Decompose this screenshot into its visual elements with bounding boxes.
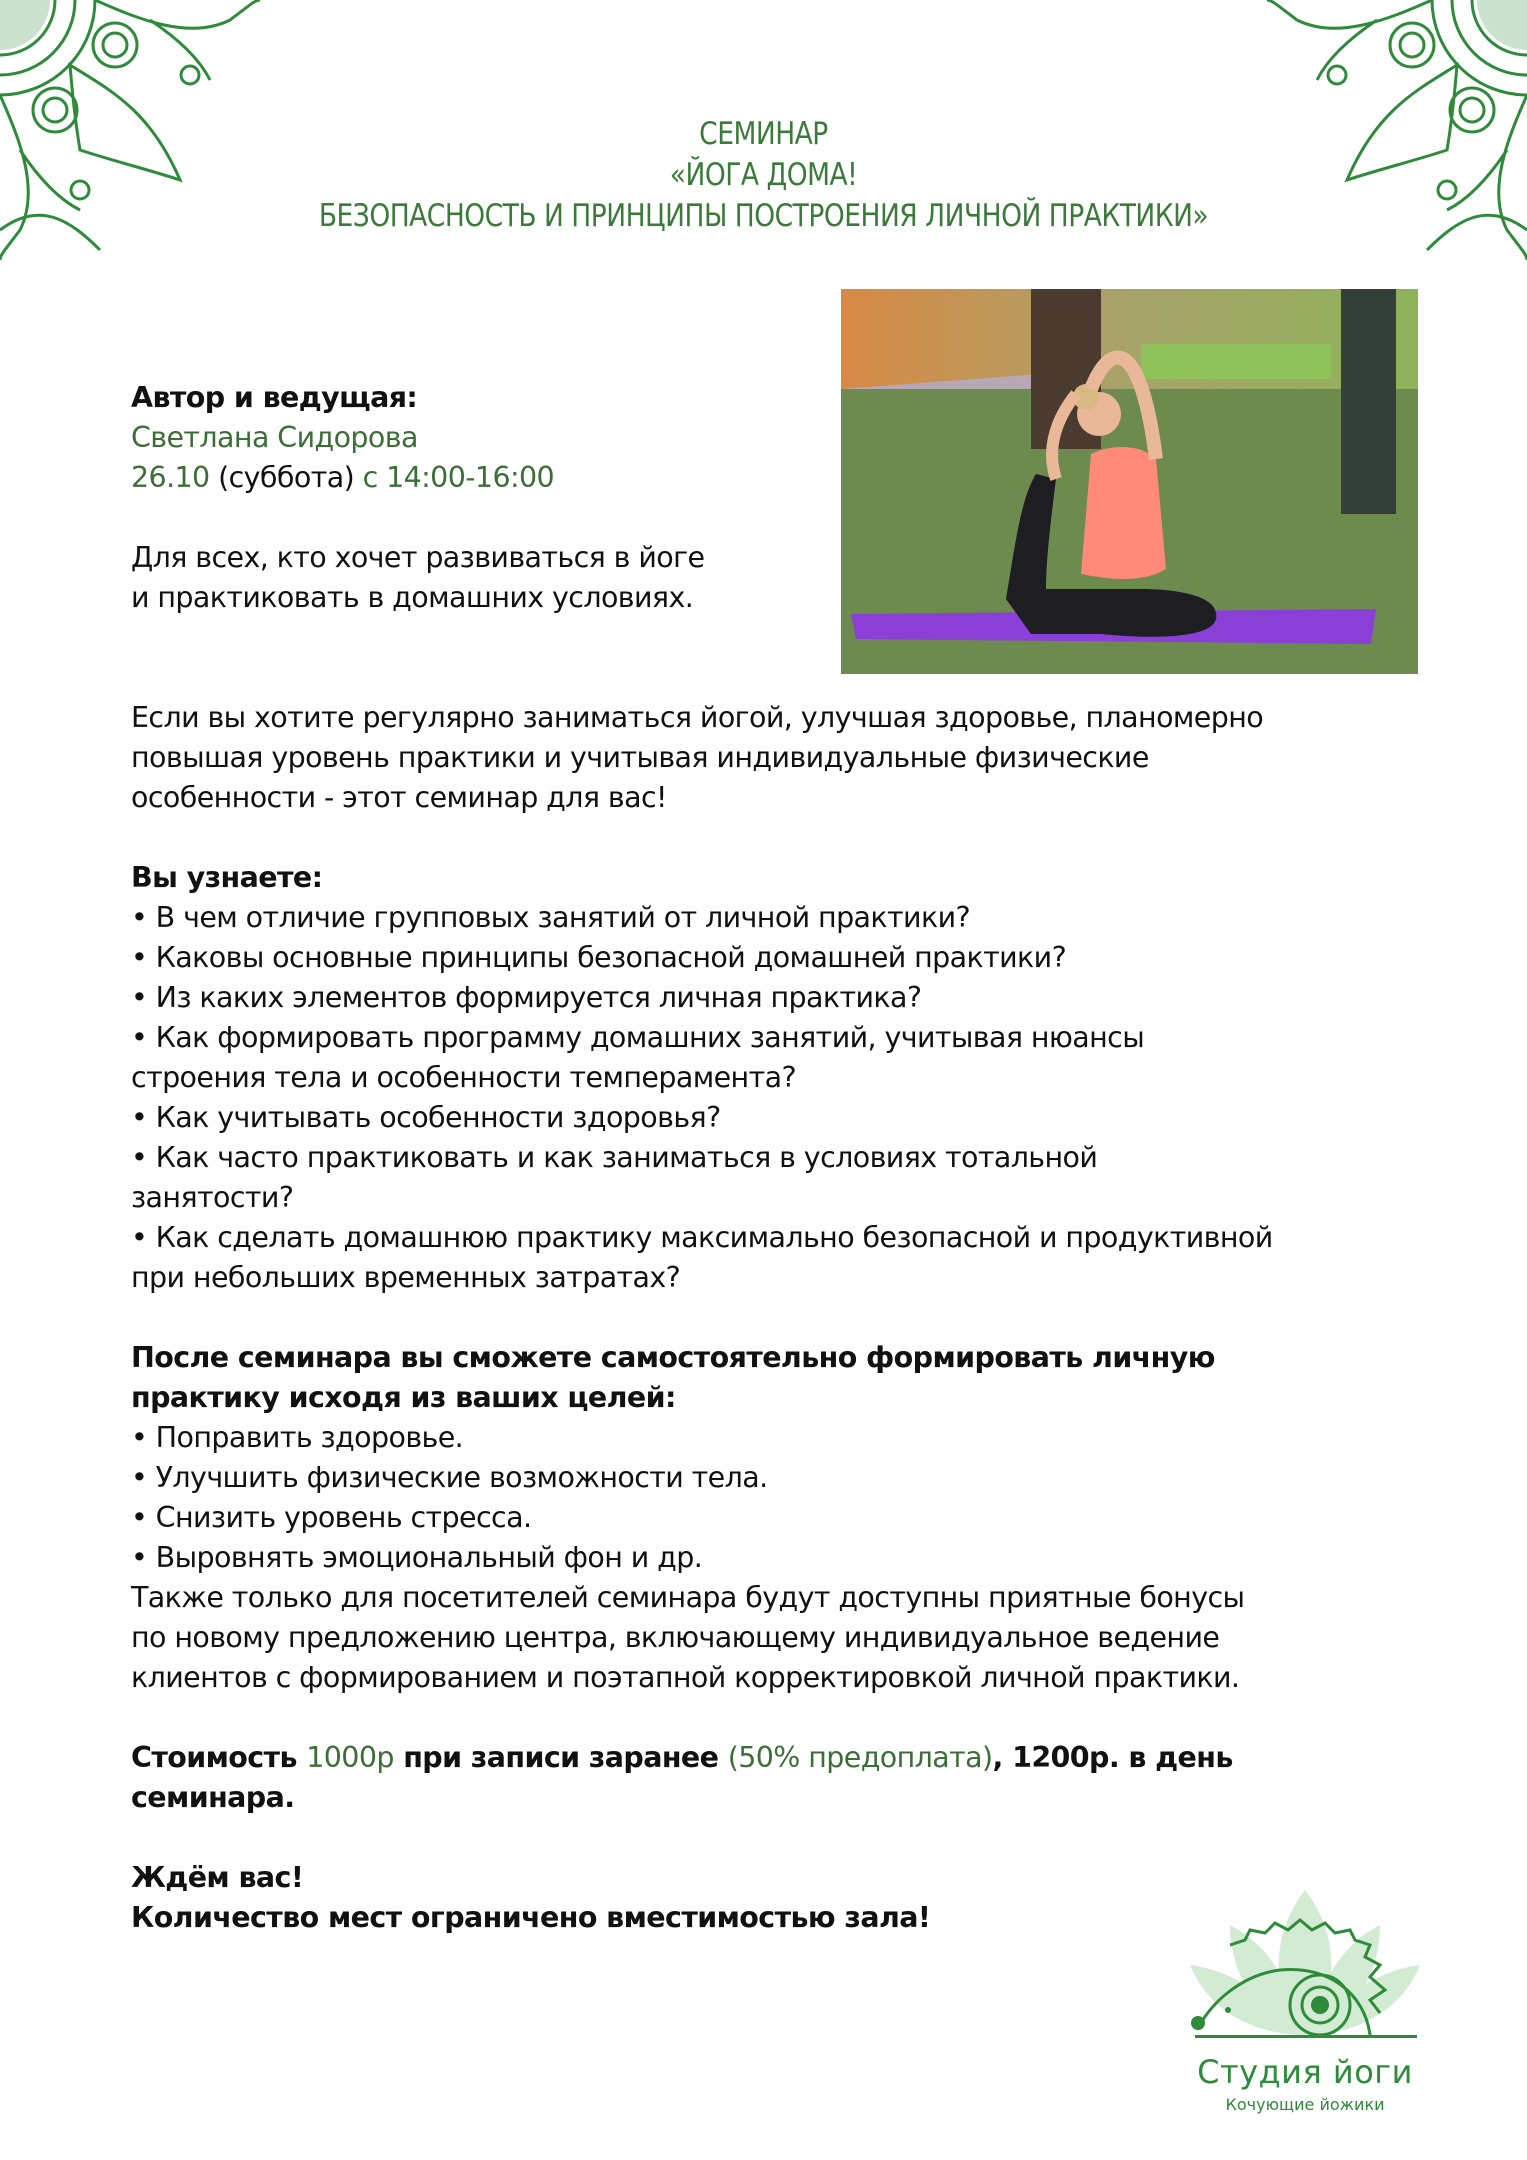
advance-price: 1000р <box>306 1741 394 1774</box>
advance-text: при записи заранее <box>403 1741 719 1774</box>
title-line-3: БЕЗОПАСНОСТЬ И ПРИНЦИПЫ ПОСТРОЕНИЯ ЛИЧНОЙ ПРАКТИКИ» <box>318 198 1209 234</box>
bonus-line: Также только для посетителей семинара будут доступны приятные бонусы <box>131 1581 1245 1614</box>
learn-item: • Как учитывать особенности здоровья? <box>131 1101 721 1134</box>
bonus-line: клиентов с формированием и поэтапной корректировкой личной практики. <box>131 1661 1240 1694</box>
title-line-2: «ЙОГА ДОМА! <box>669 157 858 193</box>
title-line-1: СЕМИНАР <box>699 116 828 152</box>
prepay-note: (50% предоплата) <box>727 1741 993 1774</box>
closing-line-1: Ждём вас! <box>131 1861 304 1894</box>
author-name: Светлана Сидорова <box>131 421 418 454</box>
learn-item: строения тела и особенности темперамента? <box>131 1061 796 1094</box>
logo-tagline: Кочующие йожики <box>1225 2095 1385 2114</box>
seminar-title <box>38 114 1489 237</box>
goal-item: • Выровнять эмоциональный фон и др. <box>131 1541 703 1574</box>
learn-section <box>131 858 1273 1298</box>
goal-item: • Снизить уровень стресса. <box>131 1501 532 1534</box>
tree-trunk <box>1341 289 1396 514</box>
learn-item: при небольших временных затратах? <box>131 1261 681 1294</box>
intro-line: Если вы хотите регулярно заниматься йогой, улучшая здоровье, планомерно <box>131 701 1264 734</box>
author-block <box>131 378 554 498</box>
audience-line: и практиковать в домашних условиях. <box>131 581 694 614</box>
after-heading: практику исходя из ваших целей: <box>131 1381 676 1414</box>
learn-item: занятости? <box>131 1181 294 1214</box>
after-heading: После семинара вы сможете самостоятельно формировать личную <box>131 1341 1215 1374</box>
logo-name: Студия йоги <box>1197 2053 1413 2091</box>
event-time-prefix: с <box>362 461 378 494</box>
author-label: Автор и ведущая: <box>131 381 418 414</box>
price-block <box>131 1738 1233 1818</box>
event-time: 14:00-16:00 <box>386 461 555 494</box>
learn-item: • Каковы основные принципы безопасной домашней практики? <box>131 941 1067 974</box>
bonus-line: по новому предложению центра, включающему индивидуальное ведение <box>131 1621 1220 1654</box>
price-line <box>131 1738 1233 1778</box>
person-shirt <box>1081 447 1166 579</box>
studio-logo <box>1170 1885 1440 2145</box>
learn-heading: Вы узнаете: <box>131 861 323 894</box>
goal-item: • Улучшить физические возможности тела. <box>131 1461 768 1494</box>
learn-item: • Как часто практиковать и как заниматься в условиях тотальной <box>131 1141 1098 1174</box>
audience-line: Для всех, кто хочет развиваться в йоге <box>131 541 705 574</box>
price-label: Стоимость <box>131 1741 297 1774</box>
day-price: , 1200р. в день <box>992 1741 1233 1774</box>
after-section <box>131 1338 1244 1698</box>
price-line-2: семинара. <box>131 1781 295 1814</box>
intro-paragraph <box>131 698 1263 818</box>
closing-block <box>131 1858 930 1938</box>
learn-item: • Как сделать домашнюю практику максимально безопасной и продуктивной <box>131 1221 1273 1254</box>
intro-line: особенности - этот семинар для вас! <box>131 781 667 814</box>
event-weekday: (суббота) <box>218 461 355 494</box>
yoga-photo <box>841 289 1418 674</box>
event-date: 26.10 <box>131 461 210 494</box>
lotus-hedgehog-icon <box>1170 1885 1440 2055</box>
audience-block <box>131 538 704 618</box>
goal-item: • Поправить здоровье. <box>131 1421 464 1454</box>
learn-item: • В чем отличие групповых занятий от личной практики? <box>131 901 971 934</box>
event-datetime <box>131 458 554 498</box>
learn-item: • Из каких элементов формируется личная практика? <box>131 981 922 1014</box>
intro-line: повышая уровень практики и учитывая индивидуальные физические <box>131 741 1149 774</box>
closing-line-2: Количество мест ограничено вместимостью зала! <box>131 1901 931 1934</box>
learn-item: • Как формировать программу домашних занятий, учитывая нюансы <box>131 1021 1145 1054</box>
